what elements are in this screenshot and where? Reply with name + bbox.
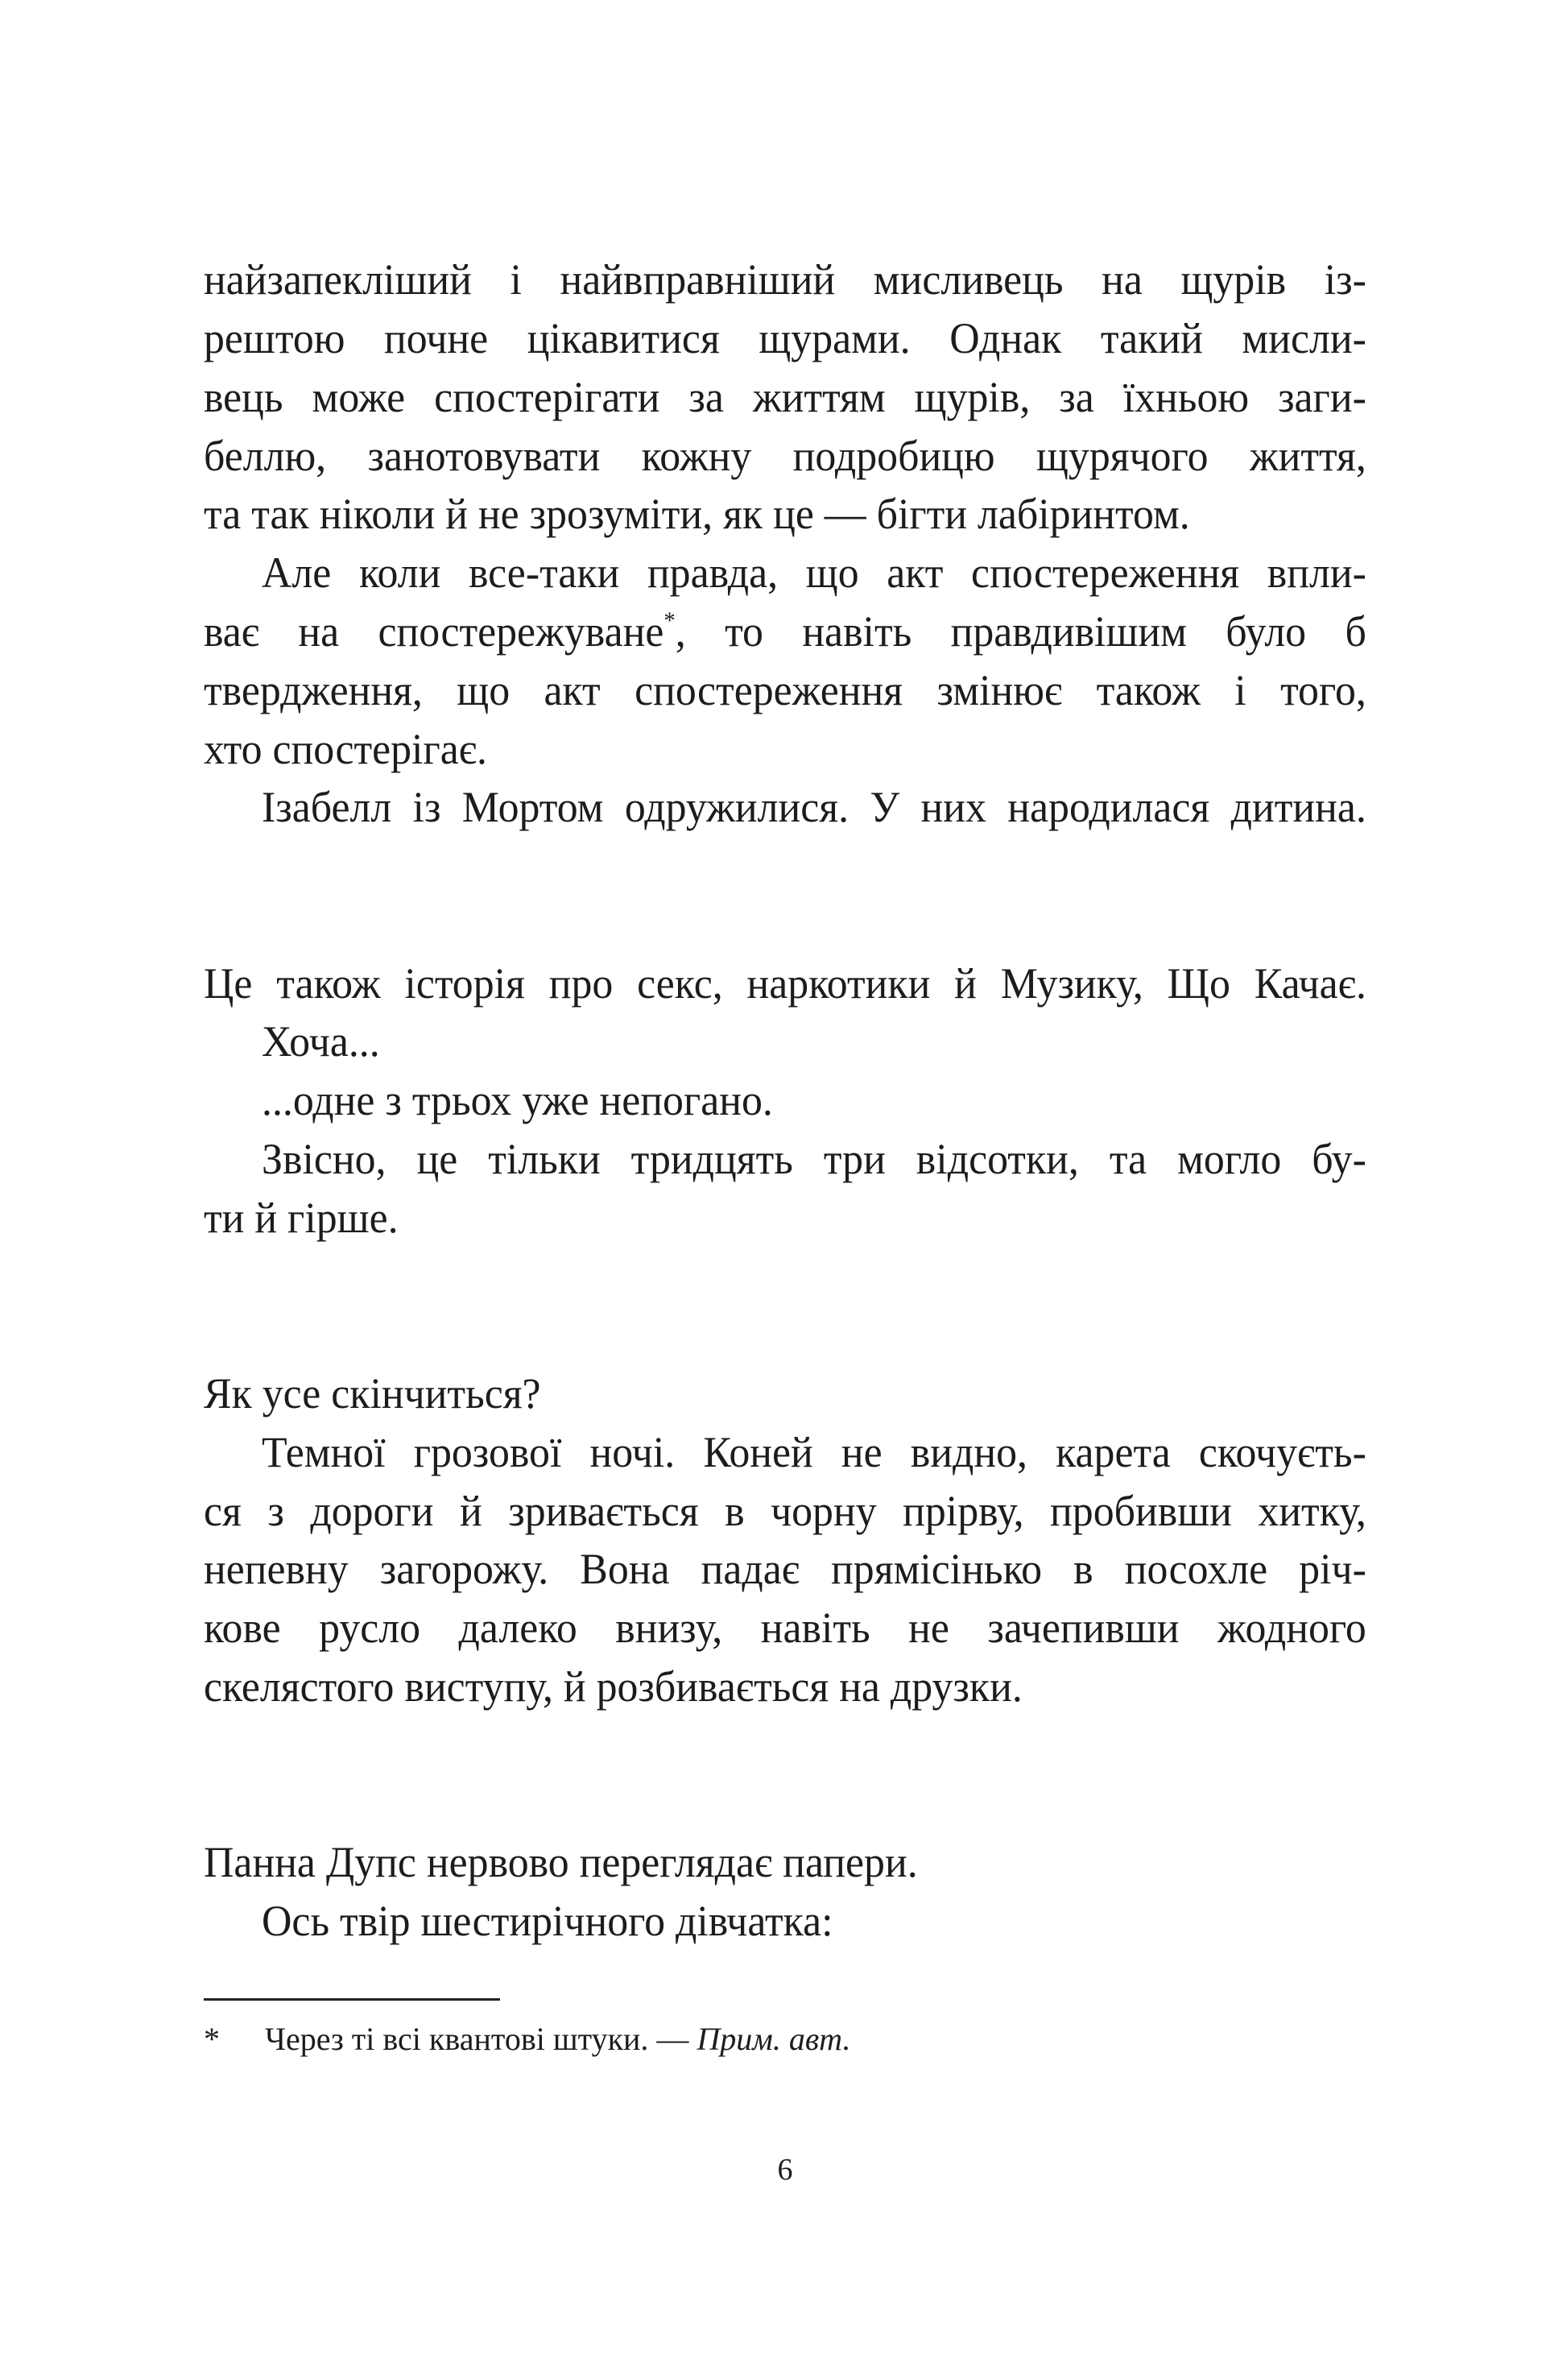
- footnote: [204, 2020, 851, 2059]
- body-line: ти й гірше.: [204, 1194, 399, 1242]
- body-line: беллю, занотовувати кожну подробицю щурячого життя,: [204, 432, 1366, 480]
- paragraph-first-line: ...одне з трьох уже непогано.: [262, 1076, 773, 1124]
- footnote-separator-rule: [204, 1998, 500, 2001]
- footnote-text: Через ті всі квантові штуки. —: [265, 2021, 689, 2057]
- body-line: скелястого виступу, й розбивається на друзки.: [204, 1662, 1023, 1711]
- body-line: кове русло далеко внизу, навіть не зачепивши жодного: [204, 1604, 1366, 1652]
- body-line: вець може спостерігати за життям щурів, за їхньою заги-: [204, 373, 1366, 421]
- footnote-attribution: Прим. авт.: [697, 2021, 851, 2057]
- text-segment: , то навіть правдивішим було б: [675, 607, 1366, 656]
- paragraph-first-line: Ізабелл із Мортом одружилися. У них народилася дитина.: [262, 783, 1366, 831]
- paragraph-first-line: Хоча...: [262, 1017, 380, 1066]
- paragraph-first-line: Ось твір шестирічного дівчатка:: [262, 1897, 833, 1945]
- body-line: найзапекліший і найвправніший мисливець на щурів із-: [204, 255, 1366, 304]
- footnote-marker: *: [204, 2021, 220, 2057]
- paragraph-first-line: Звісно, це тільки тридцять три відсотки, та могло бу-: [262, 1135, 1366, 1183]
- paragraph-first-line: Темної грозової ночі. Коней не видно, карета скочуєть-: [262, 1428, 1366, 1476]
- body-line: хто спостерігає.: [204, 725, 487, 773]
- paragraph-first-line: Але коли все-таки правда, що акт спостереження впли-: [262, 548, 1366, 597]
- body-line-with-footnote-ref: [204, 602, 1366, 660]
- section-first-line: Панна Дупс нервово переглядає папери.: [204, 1838, 918, 1886]
- body-line: рештою почне цікавитися щурами. Однак такий мисли-: [204, 314, 1366, 362]
- section-first-line: Це також історія про секс, наркотики й Музику, Що Качає.: [204, 959, 1366, 1008]
- body-line: ся з дороги й зривається в чорну прірву, пробивши хитку,: [204, 1487, 1366, 1535]
- text-segment: ває на спостережуване: [204, 607, 664, 656]
- page-number: 6: [777, 2153, 793, 2187]
- body-line: непевну загорожу. Вона падає прямісінько в посохле річ-: [204, 1545, 1366, 1593]
- section-first-line: Як усе скінчиться?: [204, 1369, 541, 1418]
- body-line: та так ніколи й не зрозуміти, як це — бігти лабіринтом.: [204, 490, 1190, 538]
- footnote-reference-mark[interactable]: *: [663, 607, 676, 634]
- body-line: твердження, що акт спостереження змінює також і того,: [204, 666, 1366, 714]
